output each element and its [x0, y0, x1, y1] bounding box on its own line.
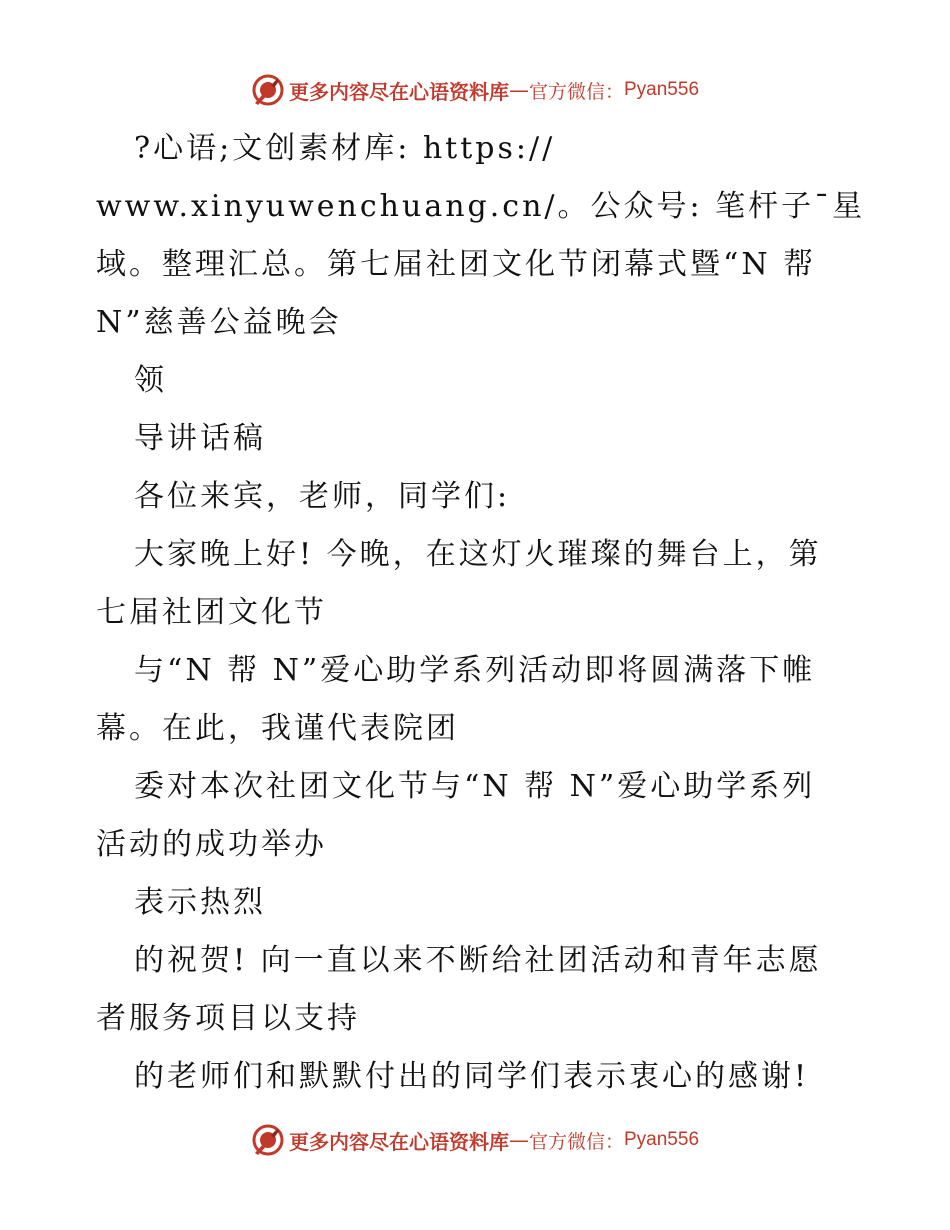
text-line: 域。整理汇总。第七届社团文化节闭幕式暨“N 帮 — [96, 247, 817, 282]
text-line: 委对本次社团文化节与“N 帮 N”爱心助学系列 — [134, 769, 816, 804]
text-line: www.xinyuwenchuang.cn/。公众号: 笔杆子¯星 — [96, 189, 866, 224]
banner-brand-text: 更多内容尽在心语资料库 — [288, 1129, 509, 1154]
pen-logo-icon — [251, 73, 285, 107]
text-line: 的老师们和默默付出的同学们表示衷心的感谢! — [134, 1059, 810, 1094]
text-line: 与“N 帮 N”爱心助学系列活动即将圆满落下帷 — [134, 653, 816, 688]
text-line: 幕。在此，我谨代表院团 — [96, 711, 459, 746]
banner-official-label: 官方微信： — [528, 1130, 624, 1153]
banner-dash: — — [508, 1128, 529, 1152]
banner-wechat-id: Pyan556 — [624, 1129, 700, 1150]
text-line: 导讲话稿 — [134, 421, 266, 456]
banner-official-label: 官方微信： — [528, 80, 624, 103]
text-line: 的祝贺! 向一直以来不断给社团活动和青年志愿 — [134, 943, 822, 978]
pen-logo-icon — [251, 1123, 285, 1157]
text-line: N”慈善公益晚会 — [96, 305, 342, 340]
banner-dash: — — [508, 78, 529, 102]
footer-banner — [0, 1120, 950, 1160]
banner-brand-text: 更多内容尽在心语资料库 — [288, 79, 509, 104]
text-line: 活动的成功举办 — [96, 827, 327, 862]
text-line: 大家晚上好! 今晚，在这灯火璀璨的舞台上，第 — [134, 537, 822, 572]
text-line: 表示热烈 — [134, 885, 266, 920]
text-line: 各位来宾，老师，同学们: — [134, 479, 511, 514]
text-line: 领 — [134, 363, 167, 398]
document-body — [96, 120, 866, 1106]
text-line: ?心语;文创素材库: https:// — [134, 131, 556, 166]
text-line: 七届社团文化节 — [96, 595, 327, 630]
banner-wechat-id: Pyan556 — [624, 79, 700, 100]
header-banner — [0, 70, 950, 110]
text-line: 者服务项目以支持 — [96, 1001, 360, 1036]
